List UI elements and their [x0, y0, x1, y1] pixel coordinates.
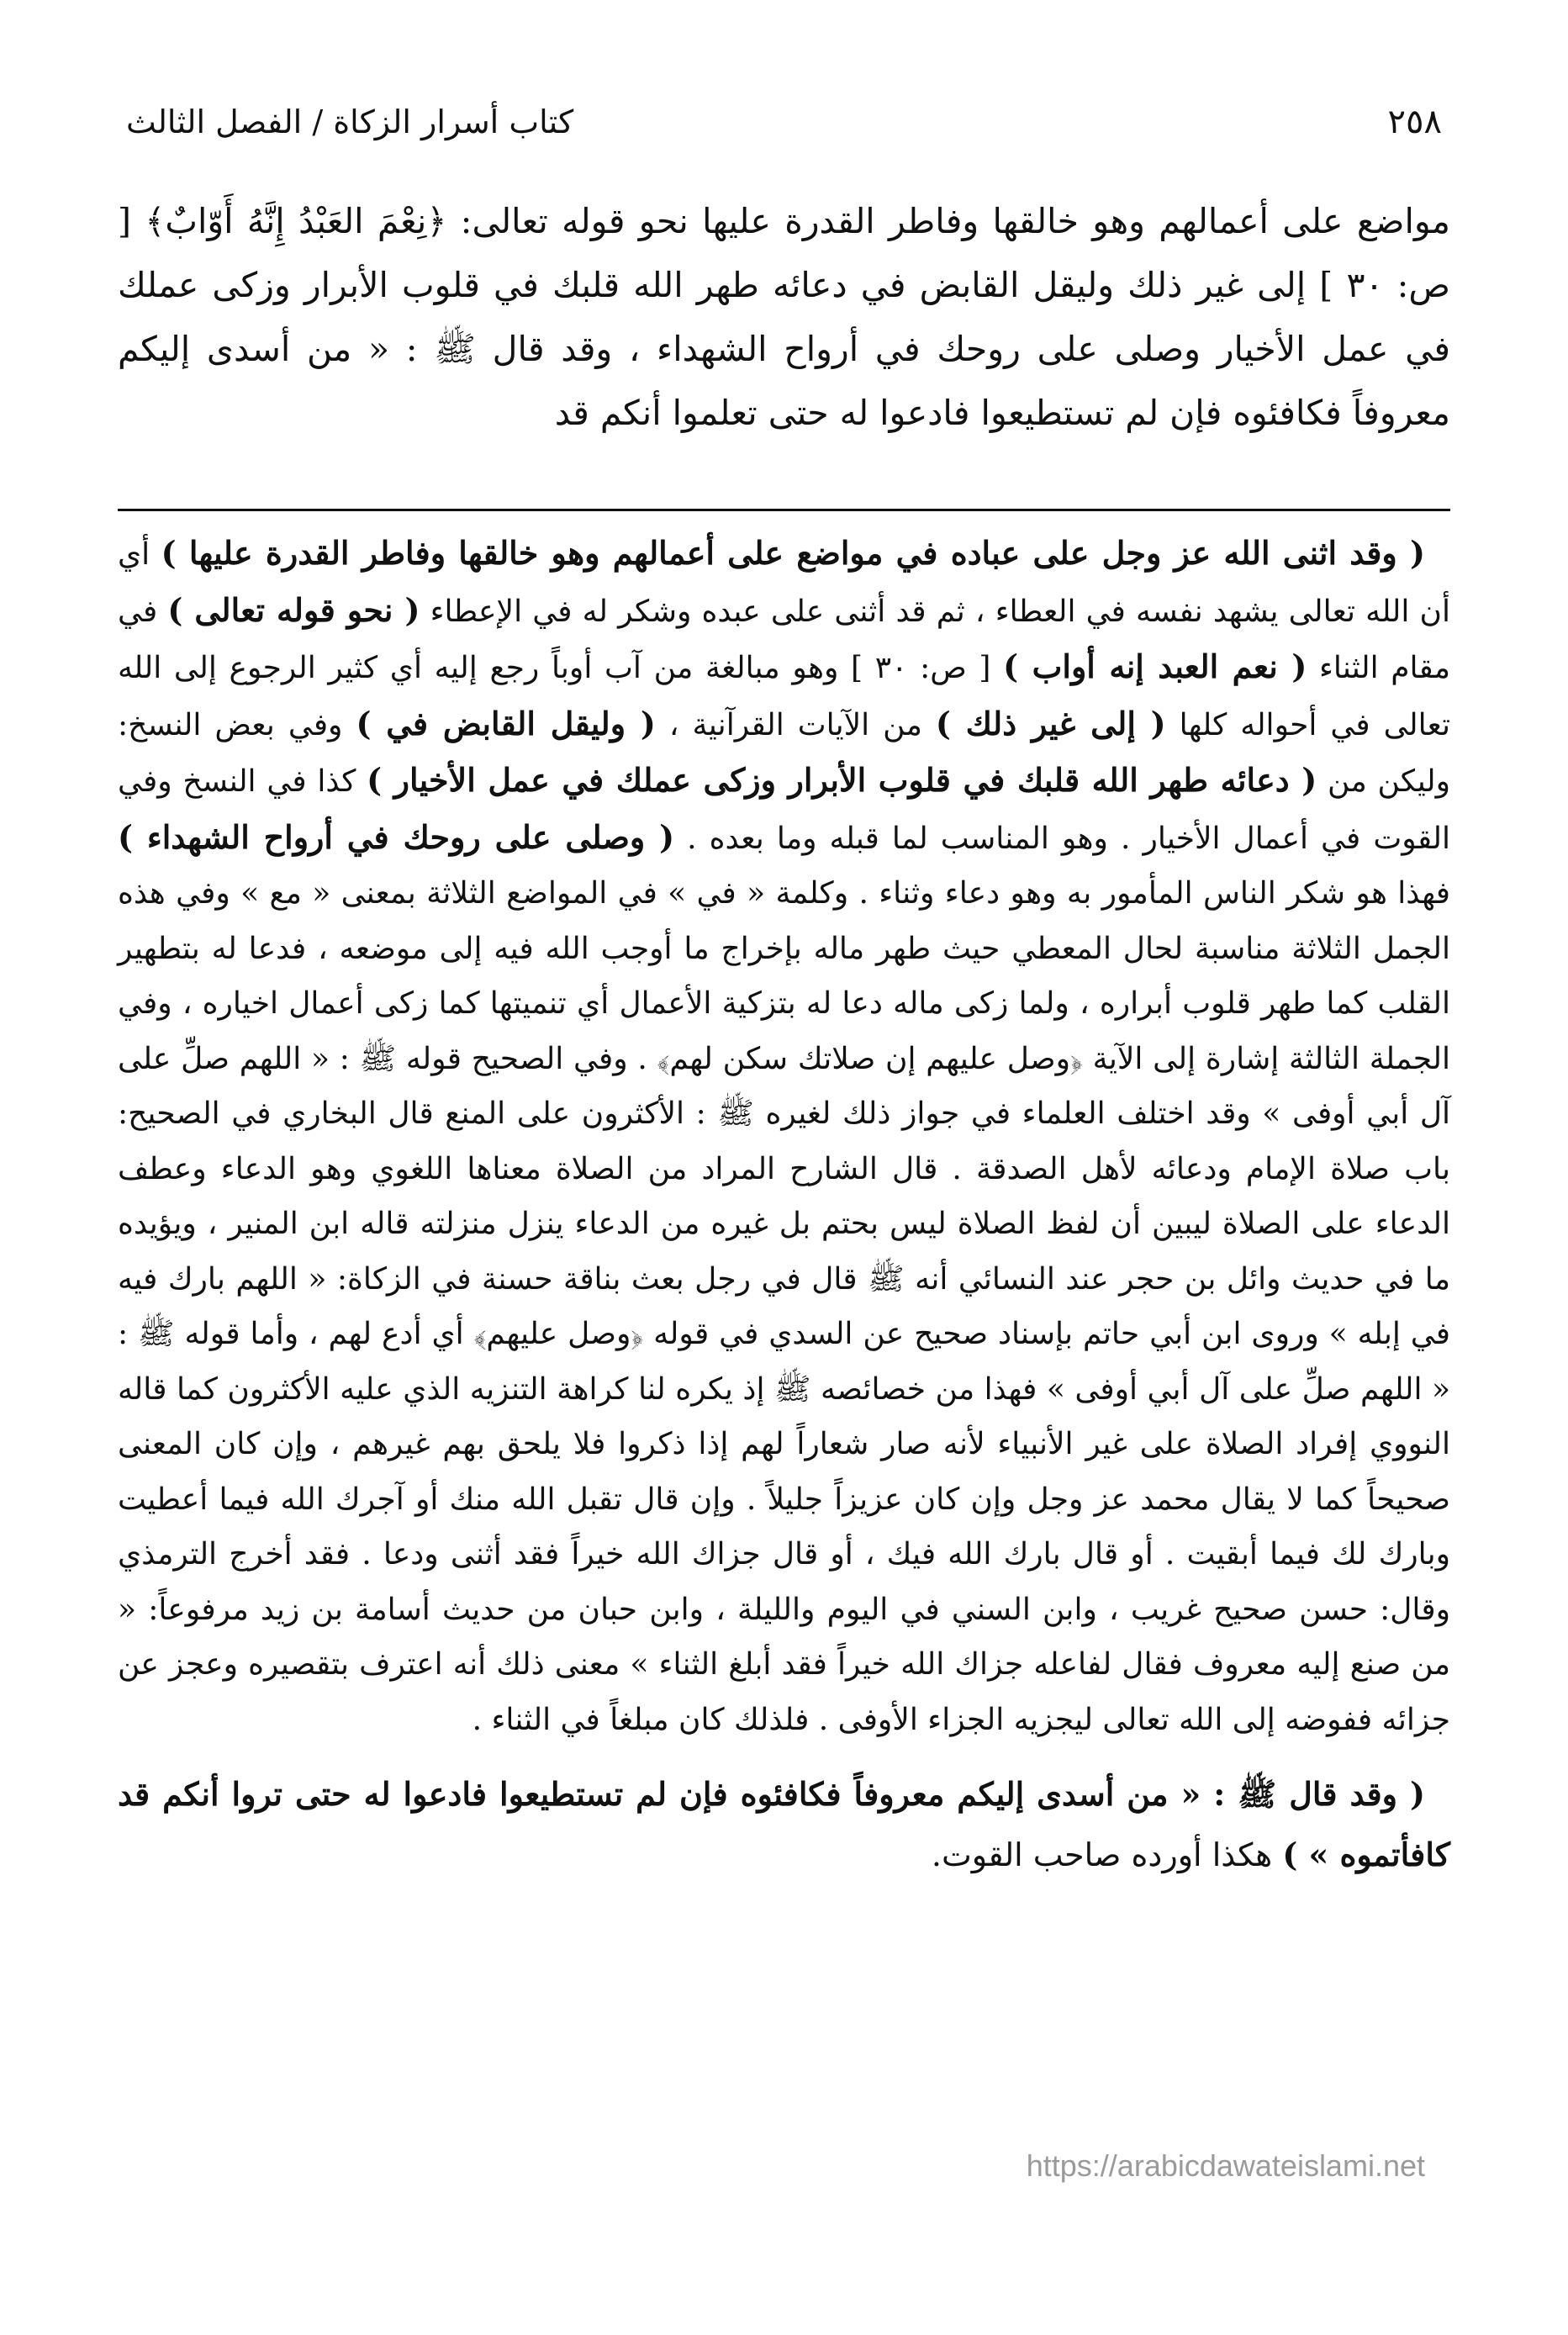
- lemma-quote: ( نحو قوله تعالى ): [167, 590, 420, 629]
- lemma-quote: ( وصلى على روحك في أرواح الشهداء ): [118, 817, 675, 856]
- main-text-paragraph: مواضع على أعمالهم وهو خالقها وفاطر القدرة عليها نحو قوله تعالى: ﴿نِعْمَ العَبْدُ إِنَّهُ أَوّابٌ﴾ [ ص: ٣٠ ] إلى غير ذلك وليقل القابض في دعائه طهر الله قلبك في قلوب الأبرار وزكى عملك في عمل الأخيار وصلى على روحك في أرواح الشهداء ، وقد قال ﷺ : « من أسدى إليكم معروفاً فكافئوه فإن لم تستطيعوا فادعوا له حتى تعلموا أنكم قد: [118, 201, 1450, 433]
- commentary-paragraph: [118, 526, 1450, 1747]
- commentary-text: فهذا هو شكر الناس المأمور به وهو دعاء وثناء . وكلمة « في » في المواضع الثلاثة بمعنى « مع » وفي هذه الجمل الثلاثة مناسبة لحال المعطي حيث طهر ماله بإخراج ما أوجب الله فيه إلى موضعه ، فدعا له بتطهير القلب كما طهر قلوب أبراره ، ولما زكى ماله دعا له بتزكية الأعمال أي تنميتها كما زكى أعمال اخياره ، وفي الجملة الثالثة إشارة إلى الآية ﴿وصل عليهم إن صلاتك سكن لهم﴾ . وفي الصحيح قوله ﷺ : « اللهم صلِّ على آل أبي أوفى » وقد اختلف العلماء في جواز ذلك لغيره ﷺ : الأكثرون على المنع قال البخاري في الصحيح: باب صلاة الإمام ودعائه لأهل الصدقة . قال الشارح المراد من الصلاة معناها اللغوي وهو الدعاء وعطف الدعاء على الصلاة ليبين أن لفظ الصلاة ليس بحتم بل غيره من الدعاء ينزل منزلته قاله ابن المنير ، ويؤيده ما في حديث وائل بن حجر عند النسائي أنه ﷺ قال في رجل بعث بناقة حسنة في الزكاة: « اللهم بارك فيه في إبله » وروى ابن أبي حاتم بإسناد صحيح عن السدي في قوله ﴿وصل عليهم﴾ أي أدع لهم ، وأما قوله ﷺ : « اللهم صلِّ على آل أبي أوفى » فهذا من خصائصه ﷺ إذ يكره لنا كراهة التنزيه الذي عليه الأكثرون كما قاله النووي إفراد الصلاة على غير الأنبياء لأنه صار شعاراً لهم إذا ذكروا فلا يلحق بهم غيرهم ، وإن كان المعنى صحيحاً كما لا يقال محمد عز وجل وإن كان عزيزاً جليلاً . وإن قال تقبل الله منك أو آجرك الله فيما أعطيت وبارك لك فيما أبقيت . أو قال بارك الله فيك ، أو قال جزاك الله خيراً فقد أثنى ودعا . فقد أخرج الترمذي وقال: حسن صحيح غريب ، وابن السني في اليوم والليلة ، وابن حبان من حديث أسامة بن زيد مرفوعاً: « من صنع إليه معروف فقال لفاعله جزاك الله خيراً فقد أبلغ الثناء » معنى ذلك أنه اعترف بتقصيره وعجز عن جزائه ففوضه إلى الله تعالى ليجزيه الجزاء الأوفى . فلذلك كان مبلغاً في الثناء .: [118, 876, 1451, 1737]
- commentary-block: [118, 526, 1450, 1885]
- lemma-quote: ( إلى غير ذلك ): [935, 704, 1166, 742]
- watermark-url: https://arabicdawateislami.net: [1026, 2148, 1425, 2183]
- commentary-text: وفي بعض النسخ: وليكن من: [118, 707, 1450, 799]
- commentary-text: هكذا أورده صاحب القوت.: [931, 1836, 1283, 1873]
- page-number: ٢٥٨: [1387, 103, 1442, 141]
- lemma-quote: ( وقد قال ﷺ : « من أسدى إليكم معروفاً فكافئوه فإن لم تستطيعوا فادعوا له حتى تروا أنكم قد كافأتموه » ): [118, 1775, 1450, 1873]
- page-header: [126, 92, 1442, 151]
- main-text-block: [118, 189, 1450, 445]
- commentary-text: أي أن الله تعالى يشهد نفسه في العطاء ، ثم قد أثنى على عبده وشكر له في الإعطاء: [118, 537, 1450, 629]
- lemma-quote: ( دعائه طهر الله قلبك في قلوب الأبرار وزكى عملك في عمل الأخيار ): [367, 761, 1317, 799]
- commentary-text: كذا في النسخ وفي القوت في أعمال الأخيار . وهو المناسب لما قبله وما بعده .: [118, 764, 1450, 856]
- lemma-quote: ( وليقل القابض في ): [356, 704, 656, 742]
- commentary-text: [ ص: ٣٠ ] وهو مبالغة من آب أوباً رجع إليه أي كثير الرجوع إلى الله تعالى في أحواله كلها: [118, 651, 1450, 742]
- lemma-quote: ( وقد اثنى الله عز وجل على عباده في مواضع على أعمالهم وهو خالقها وفاطر القدرة عليها ): [161, 534, 1425, 572]
- lemma-quote: ( نعم العبد إنه أواب ): [1003, 647, 1307, 685]
- separator-rule: [118, 509, 1450, 511]
- commentary-text: في مقام الثناء: [118, 594, 1451, 685]
- running-title: كتاب أسرار الزكاة / الفصل الثالث: [126, 103, 574, 140]
- commentary-text: من الآيات القرآنية ،: [655, 707, 936, 742]
- commentary-paragraph: [118, 1764, 1450, 1885]
